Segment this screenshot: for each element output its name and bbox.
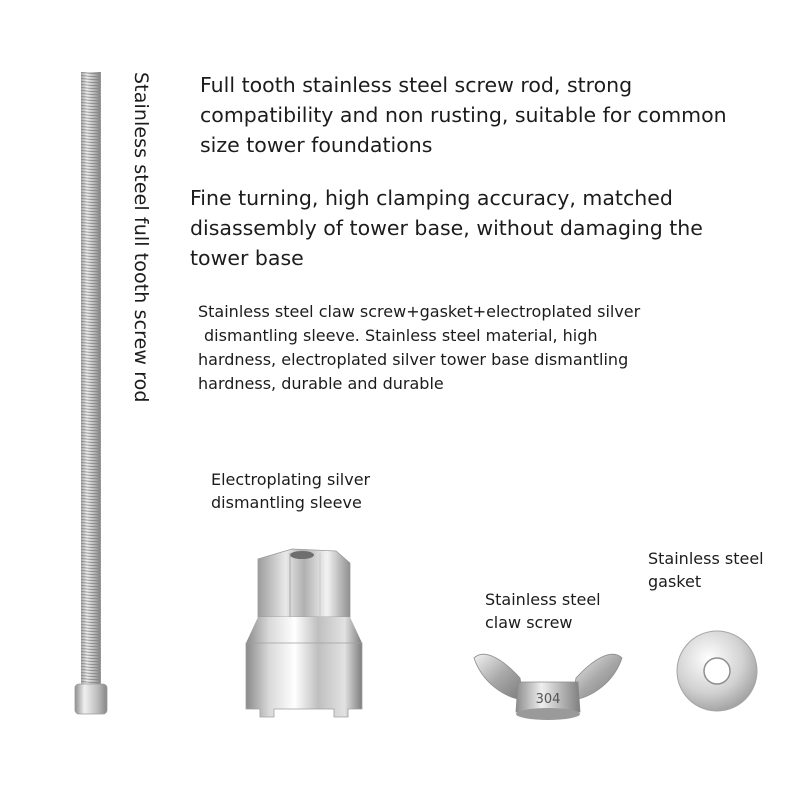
caption-line: Stainless steel [648,549,764,568]
paragraph-line: Fine turning, high clamping accuracy, matched [190,186,673,210]
rod-label-text: Stainless steel full tooth screw rod [130,72,152,403]
gasket-caption [648,547,764,593]
description-paragraph-3 [198,300,758,396]
wing-nut-marking: 304 [535,692,561,707]
gasket-image [672,626,762,716]
paragraph-line: compatibility and non rusting, suitable for common [200,103,727,127]
claw-screw-caption [485,588,601,634]
caption-line: dismantling sleeve [211,493,362,512]
paragraph-line: hardness, durable and durable [198,374,444,393]
screw-rod-image [60,60,120,720]
paragraph-line: hardness, electroplated silver tower base dismantling [198,350,629,369]
paragraph-line: disassembly of tower base, without damaging the [190,216,703,240]
caption-line: Stainless steel [485,590,601,609]
paragraph-line: dismantling sleeve. Stainless steel material, high [204,326,598,345]
rod-label [124,72,154,428]
paragraph-line: tower base [190,246,304,270]
dismantling-sleeve-image [240,545,370,720]
description-paragraph-1 [200,70,760,160]
description-paragraph-2 [190,183,780,273]
paragraph-line: size tower foundations [200,133,433,157]
sleeve-caption [211,468,370,514]
claw-screw-image [468,648,628,723]
paragraph-line: Stainless steel claw screw+gasket+electroplated silver [198,302,641,321]
caption-line: Electroplating silver [211,470,371,489]
paragraph-line: Full tooth stainless steel screw rod, strong [200,73,633,97]
caption-line: claw screw [485,613,573,632]
caption-line: gasket [648,572,702,591]
